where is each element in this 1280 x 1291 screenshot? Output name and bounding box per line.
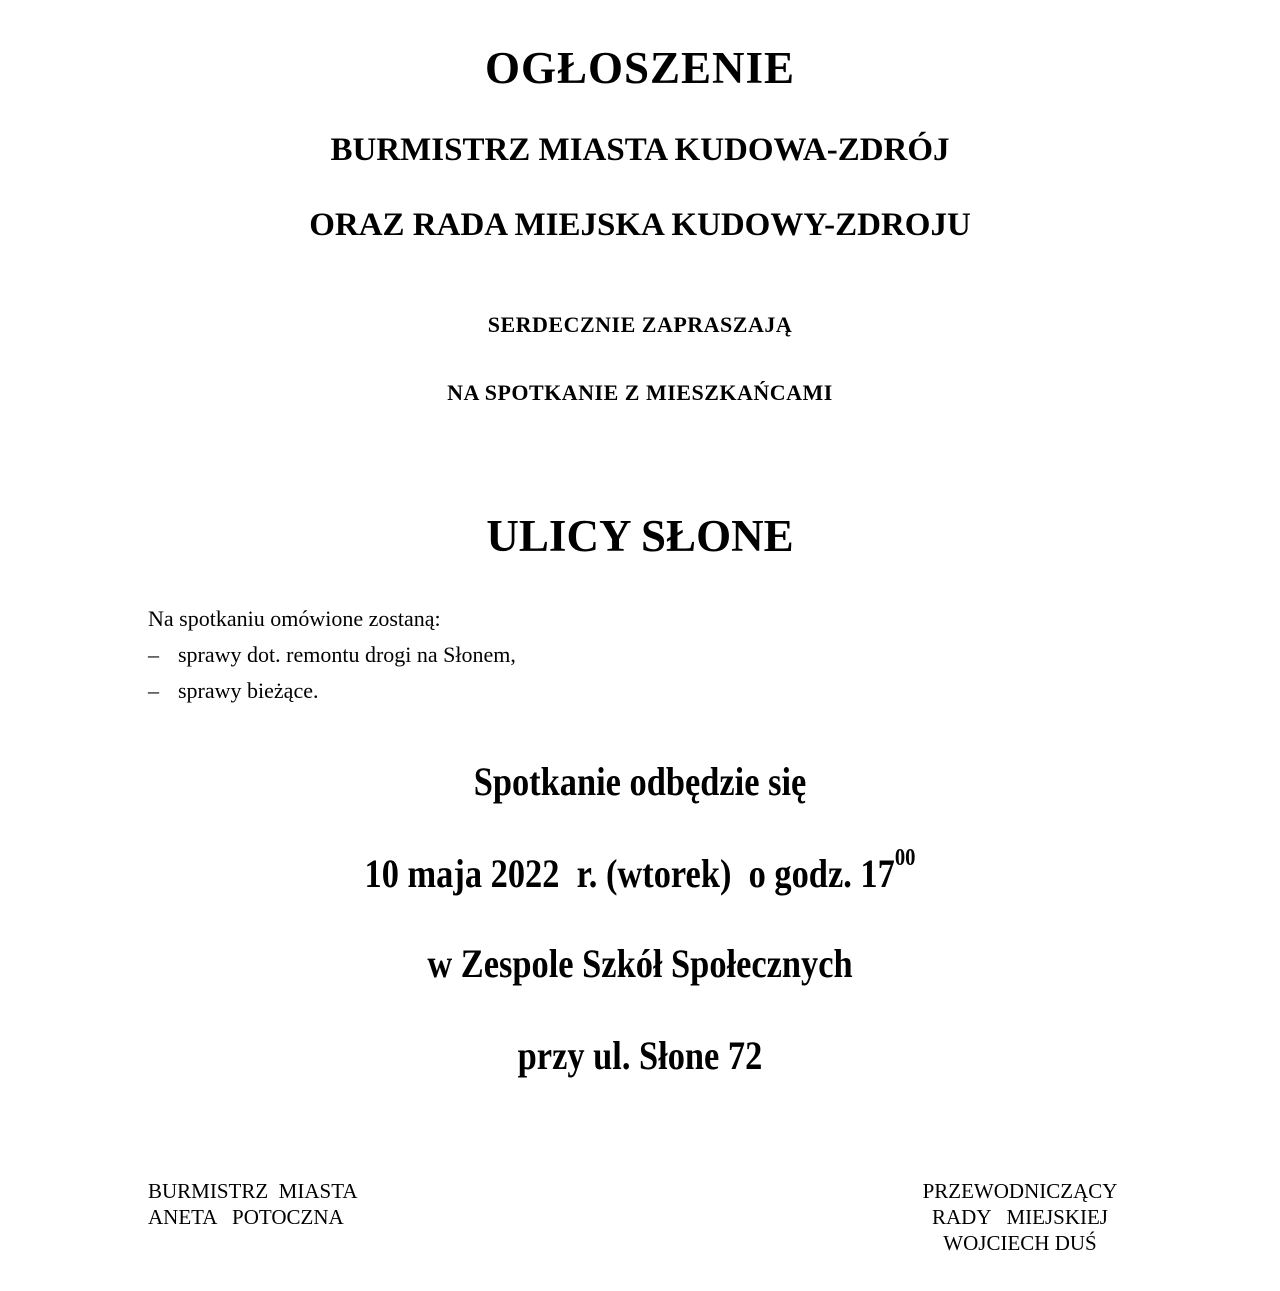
agenda-list [148,601,516,709]
meeting-address: przy ul. Słone 72 [517,1033,763,1078]
signature-council-chair [870,1178,1170,1256]
agenda-item-text: sprawy dot. remontu drogi na Słonem, [178,642,516,667]
signature-mayor-title: BURMISTRZ MIASTA [148,1179,358,1203]
invitation-line: SERDECZNIE ZAPRASZAJĄ [487,312,793,337]
street-name-heading: ULICY SŁONE [486,511,794,561]
meeting-date-time [90,845,1191,897]
announcement-title: OGŁOSZENIE [484,43,796,93]
signature-mayor [148,1178,358,1230]
bullet-dash: – [148,678,159,703]
signature-chair-name: WOJCIECH DUŚ [943,1231,1097,1255]
list-item [148,637,516,673]
meeting-intro: Spotkanie odbędzie się [473,759,807,804]
meeting-time-minutes: 00 [894,845,916,871]
agenda-intro: Na spotkaniu omówione zostaną: [148,606,441,631]
organizer-mayor: BURMISTRZ MIASTA KUDOWA-ZDRÓJ [330,132,950,168]
meeting-venue: w Zespole Szkół Społecznych [427,941,853,986]
meeting-date-text: 10 maja 2022 r. (wtorek) o godz. 17 [364,851,895,896]
bullet-dash: – [148,642,159,667]
list-item [148,673,516,709]
signature-mayor-name: ANETA POTOCZNA [148,1205,344,1229]
signature-chair-body: RADY MIEJSKIEJ [932,1205,1108,1229]
signature-chair-title: PRZEWODNICZĄCY [922,1179,1118,1203]
organizer-council: ORAZ RADA MIEJSKA KUDOWY-ZDROJU [309,207,971,243]
agenda-item-text: sprawy bieżące. [178,678,319,703]
invitation-subject: NA SPOTKANIE Z MIESZKAŃCAMI [447,380,833,405]
